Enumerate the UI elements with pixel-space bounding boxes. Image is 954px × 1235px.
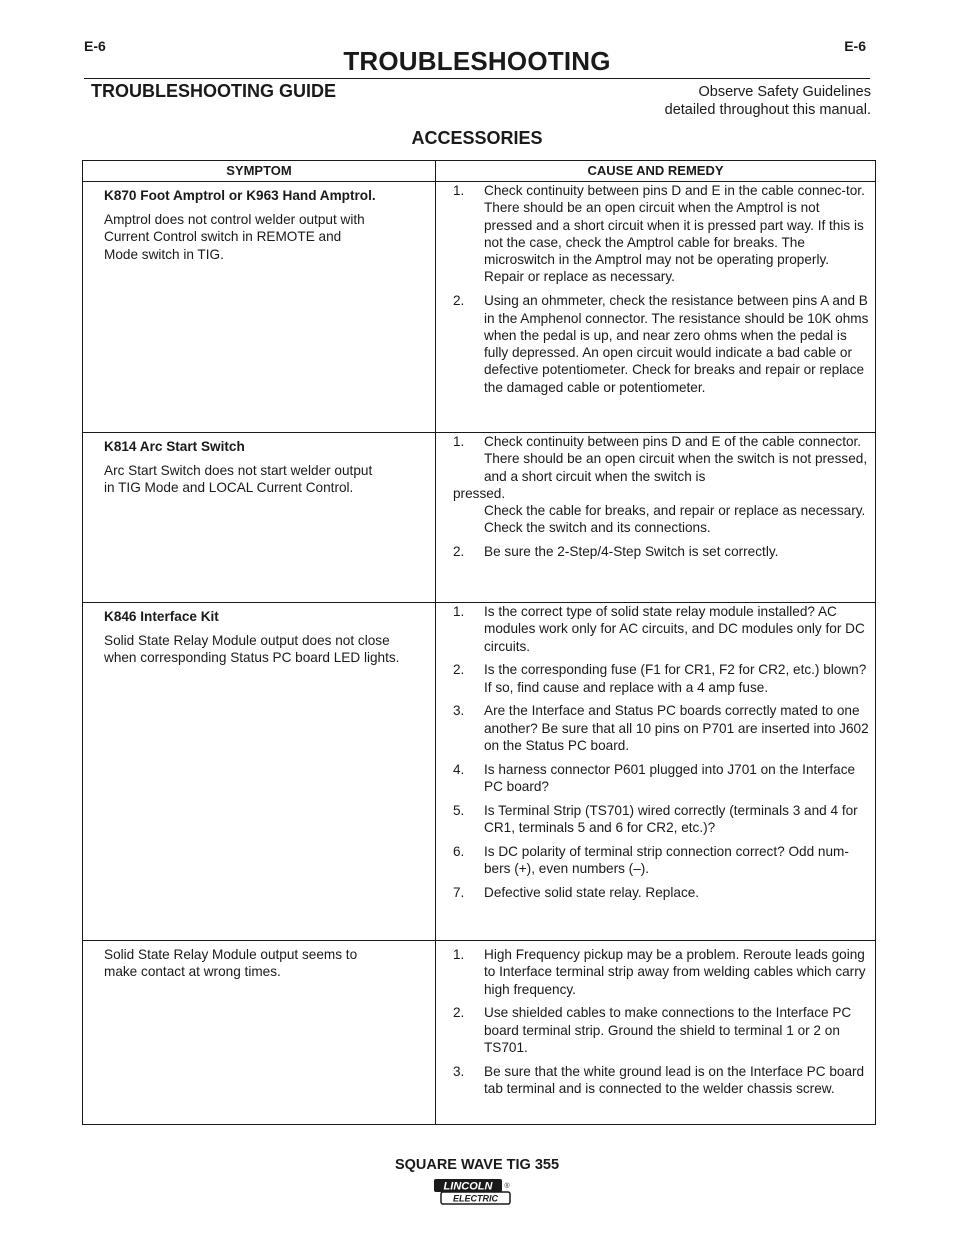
remedy-number: 2. — [453, 1005, 465, 1021]
remedy-text: Is DC polarity of terminal strip connection correct? Odd num-bers (+), even numbers (–). — [484, 844, 849, 877]
remedy-item — [453, 433, 869, 537]
page-title: TROUBLESHOOTING — [343, 46, 611, 76]
symptom-line: Amptrol does not control welder output with — [104, 212, 365, 227]
remedy-text: Is the correct type of solid state relay module installed? AC modules work only for AC circuits, and DC modules only for DC circuits. — [484, 604, 865, 654]
safety-note — [665, 83, 871, 119]
remedy-item — [453, 292, 869, 396]
remedy-header: CAUSE AND REMEDY — [436, 161, 876, 182]
remedy-list — [453, 946, 869, 1097]
remedy-item — [453, 661, 869, 696]
symptom-line: make contact at wrong times. — [104, 964, 281, 980]
remedy-item — [453, 182, 869, 286]
remedy-text: Be sure that the white ground lead is on the Interface PC board tab terminal and is connected to the welder chassis screw. — [484, 1063, 865, 1097]
remedy-text: Check continuity between pins D and E of the cable connector. There should be an open circuit when the switch is not pressed, and a short circuit when the switch is — [484, 434, 868, 484]
logo-registered-mark: ® — [504, 1183, 510, 1190]
accessory-title: K870 Foot Amptrol or K963 Hand Amptrol. — [104, 188, 376, 203]
remedy-item — [453, 884, 869, 901]
remedy-item — [453, 702, 869, 754]
symptom-cell — [83, 603, 436, 941]
remedy-item — [453, 603, 869, 655]
remedy-number: 3. — [453, 1063, 465, 1079]
table-row — [83, 603, 876, 941]
remedy-number: 3. — [453, 703, 465, 719]
symptom-line: when corresponding Status PC board LED lights. — [104, 650, 400, 666]
remedy-cell — [436, 941, 876, 1125]
symptom-line: Mode switch in TIG. — [104, 246, 224, 262]
table-row — [83, 433, 876, 603]
symptom-line: in TIG Mode and LOCAL Current Control. — [104, 480, 354, 496]
remedy-list — [453, 182, 869, 396]
symptom-cell — [83, 941, 436, 1125]
title-divider — [84, 78, 870, 79]
remedy-number: 2. — [453, 544, 465, 560]
remedy-text-tail: pressed. — [453, 485, 506, 501]
remedy-item — [453, 761, 869, 796]
remedy-number: 4. — [453, 761, 465, 777]
section-title: TROUBLESHOOTING GUIDE — [91, 81, 337, 101]
symptom-cell — [83, 433, 436, 603]
remedy-list — [453, 603, 869, 901]
symptom-line: Solid State Relay Module output seems to — [104, 947, 358, 962]
symptom-header: SYMPTOM — [83, 161, 436, 182]
lincoln-electric-logo — [433, 1177, 513, 1206]
remedy-number: 6. — [453, 844, 465, 860]
page-code-left: E-6 — [84, 38, 106, 54]
remedy-text: Is harness connector P601 plugged into J701 on the Interface PC board? — [484, 761, 856, 795]
remedy-cell — [436, 182, 876, 433]
troubleshooting-table — [82, 160, 876, 1125]
remedy-text: Is Terminal Strip (TS701) wired correctly (terminals 3 and 4 for CR1, terminals 5 and 6 for CR2, etc.)? — [484, 802, 858, 836]
symptom-line: Solid State Relay Module output does not close — [104, 633, 390, 648]
remedy-number: 2. — [453, 293, 465, 309]
remedy-text: Use shielded cables to make connections to the Interface PC board terminal strip. Ground the shield to terminal 1 or 2 on TS701. — [484, 1005, 852, 1055]
safety-note-line1: Observe Safety Guidelines — [698, 84, 871, 100]
remedy-cell — [436, 433, 876, 603]
symptom-line: Current Control switch in REMOTE and — [104, 229, 342, 245]
remedy-item — [453, 543, 869, 560]
page-code-right: E-6 — [844, 38, 866, 54]
remedy-number: 5. — [453, 802, 465, 818]
remedy-text: Defective solid state relay. Replace. — [484, 885, 700, 901]
remedy-text: Using an ohmmeter, check the resistance between pins A and B in the Amphenol connector. The resistance should be 10K ohms when the pedal is up, and near zero ohms when the pedal is fully depressed. An open circuit would indicate a bad cable or defective potentiometer. Check for breaks and repair or replace the damaged cable or potentiometer. — [484, 293, 869, 395]
remedy-list — [453, 433, 869, 561]
remedy-text: Be sure the 2-Step/4-Step Switch is set correctly. — [484, 544, 779, 560]
remedy-number: 1. — [453, 183, 465, 198]
remedy-item — [453, 1063, 869, 1098]
safety-note-line2: detailed throughout this manual. — [664, 102, 871, 118]
remedy-item — [453, 946, 869, 998]
accessory-title: K846 Interface Kit — [104, 609, 219, 624]
remedy-item — [453, 843, 869, 878]
footer-model-name: SQUARE WAVE TIG 355 — [394, 1157, 560, 1173]
accessory-title: K814 Arc Start Switch — [104, 439, 245, 454]
remedy-number: 1. — [453, 604, 465, 619]
logo-top-text: LINCOLN — [443, 1180, 493, 1193]
table-row — [83, 941, 876, 1125]
remedy-item — [453, 1004, 869, 1056]
table-header-row — [83, 161, 876, 182]
logo-bottom-text: ELECTRIC — [453, 1193, 498, 1204]
remedy-item — [453, 802, 869, 837]
remedy-text: Are the Interface and Status PC boards correctly mated to one another? Be sure that all 10 pins on P701 are inserted into J602 on the Status PC board. — [484, 703, 869, 754]
remedy-number: 2. — [453, 662, 465, 678]
remedy-number: 7. — [453, 885, 465, 901]
remedy-text-continued: Check the cable for breaks, and repair or replace as necessary. Check the switch and its connections. — [484, 503, 866, 536]
symptom-cell — [83, 182, 436, 433]
remedy-text: High Frequency pickup may be a problem. Reroute leads going to Interface terminal strip away from welding cables which carry high frequency. — [484, 947, 866, 997]
remedy-number: 1. — [453, 434, 465, 449]
remedy-text: Check continuity between pins D and E in the cable connec-tor. There should be an open circuit when the Amptrol is not pressed and a short circuit when it is pressed part way. If this is not the case, check the Amptrol cable for breaks. The microswitch in the Amptrol may not be operating properly. Repair or replace as necessary. — [484, 183, 865, 285]
remedy-number: 1. — [453, 947, 465, 962]
symptom-line: Arc Start Switch does not start welder output — [104, 463, 373, 478]
table-row — [83, 182, 876, 433]
remedy-text: Is the corresponding fuse (F1 for CR1, F2 for CR2, etc.) blown? If so, find cause and replace with a 4 amp fuse. — [484, 662, 867, 695]
accessories-subtitle: ACCESSORIES — [411, 128, 543, 148]
remedy-cell — [436, 603, 876, 941]
